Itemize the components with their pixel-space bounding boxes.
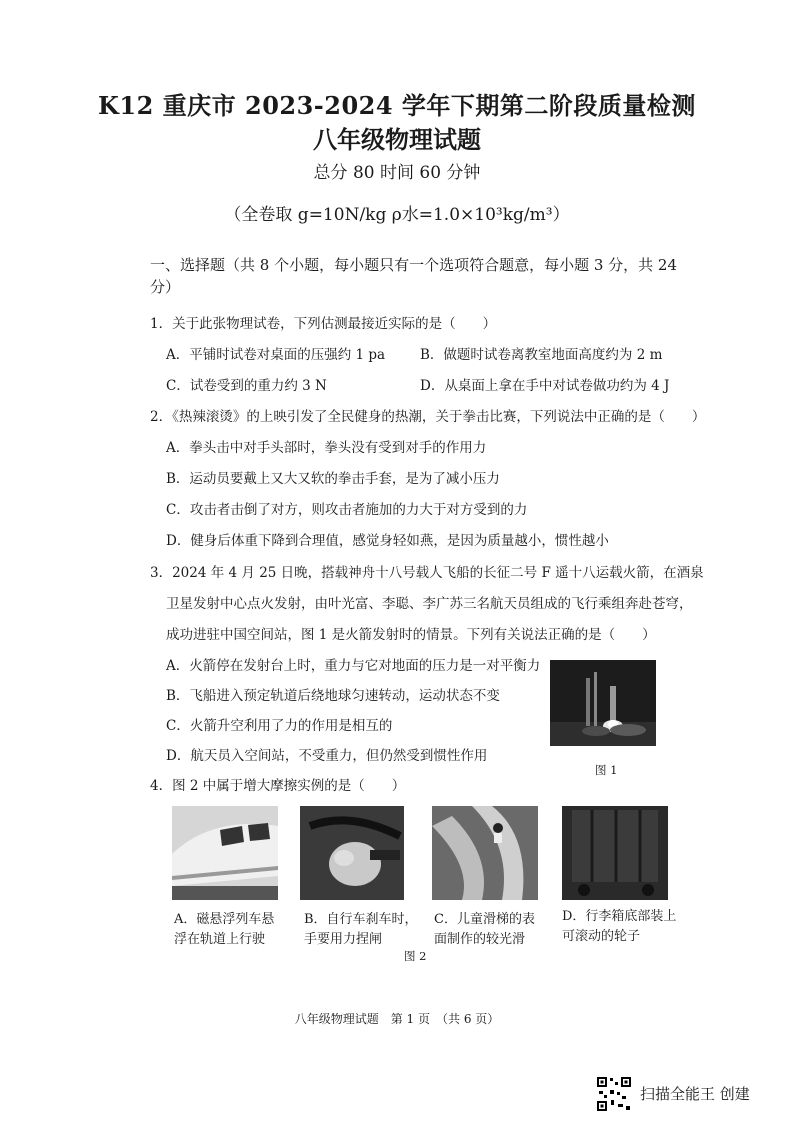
question-1-option-d: D．从桌面上拿在手中对试卷做功约为 4 J — [420, 378, 670, 394]
rocket-launch-photo — [550, 660, 656, 746]
question-2-option-d: D．健身后体重下降到合理值，感觉身轻如燕，是因为质量越小，惯性越小 — [166, 533, 609, 549]
question-2-option-c: C．攻击者击倒了对方，则攻击者施加的力大于对方受到的力 — [166, 502, 528, 518]
exam-constants: （全卷取 g=10N/kg ρ水=1.0×10³kg/m³） — [224, 205, 570, 225]
question-3-option-d: D．航天员入空间站，不受重力，但仍然受到惯性作用 — [166, 748, 488, 764]
question-4-stem: 4．图 2 中属于增大摩擦实例的是（ ） — [150, 778, 406, 794]
question-1-option-b: B．做题时试卷离教室地面高度约为 2 m — [420, 347, 663, 363]
question-2-option-b: B．运动员要戴上又大又软的拳击手套，是为了减小压力 — [166, 471, 500, 487]
page-footer: 八年级物理试题 第 1 页 （共 6 页） — [294, 1012, 500, 1026]
figure-2-label: 图 2 — [404, 949, 427, 963]
figure-1-label: 图 1 — [595, 763, 618, 777]
question-3-option-a: A．火箭停在发射台上时，重力与它对地面的压力是一对平衡力 — [166, 658, 541, 674]
question-3-option-c: C．火箭升空利用了力的作用是相互的 — [166, 718, 393, 734]
bike-brake-photo — [300, 806, 404, 900]
scanner-watermark: 扫描全能王 创建 — [640, 1085, 750, 1103]
maglev-train-photo — [172, 806, 278, 900]
question-2-stem: 2．《热辣滚烫》的上映引发了全民健身的热潮，关于拳击比赛，下列说法中正确的是（ ） — [150, 409, 706, 425]
question-3-stem-line1: 3．2024 年 4 月 25 日晚，搭载神舟十八号载人飞船的长征二号 F 遥十八运载火箭，在酒泉 — [150, 565, 704, 581]
section-heading: 一、选择题（共 8 个小题，每小题只有一个选项符合题意，每小题 3 分，共 24 — [150, 256, 678, 274]
figure-2-caption-c: C．儿童滑梯的表 面制作的较光滑 — [434, 912, 535, 947]
question-3-option-b: B．飞船进入预定轨道后绕地球匀速转动，运动状态不变 — [166, 688, 500, 704]
figure-2-caption-b: B．自行车刹车时， 手要用力捏闸 — [304, 912, 418, 947]
qr-code-icon — [596, 1076, 632, 1112]
question-3-stem-line2: 卫星发射中心点火发射，由叶光富、李聪、李广苏三名航天员组成的飞行乘组奔赴苍穹， — [166, 596, 693, 612]
question-1-stem: 1．关于此张物理试卷，下列估测最接近实际的是（ ） — [150, 316, 497, 332]
exam-meta: 总分 80 时间 60 分钟 — [313, 163, 481, 183]
question-2-option-a: A．拳头击中对手头部时，拳头没有受到对手的作用力 — [166, 440, 487, 456]
question-3-stem-line3: 成功进驻中国空间站，图 1 是火箭发射时的情景。下列有关说法正确的是（ ） — [166, 627, 656, 643]
question-1-option-c: C．试卷受到的重力约 3 N — [166, 378, 327, 394]
suitcase-photo — [562, 806, 668, 900]
slide-photo — [432, 806, 538, 900]
figure-2-caption-d: D．行李箱底部装上 可滚动的轮子 — [562, 909, 677, 944]
exam-title: K12 重庆市 2023-2024 学年下期第二阶段质量检测 — [98, 91, 696, 120]
section-heading-cont: 分） — [150, 278, 181, 296]
figure-2-caption-a: A．磁悬浮列车悬 浮在轨道上行驶 — [174, 912, 275, 947]
question-1-option-a: A．平铺时试卷对桌面的压强约 1 pa — [166, 347, 386, 363]
exam-subtitle: 八年级物理试题 — [313, 125, 481, 154]
